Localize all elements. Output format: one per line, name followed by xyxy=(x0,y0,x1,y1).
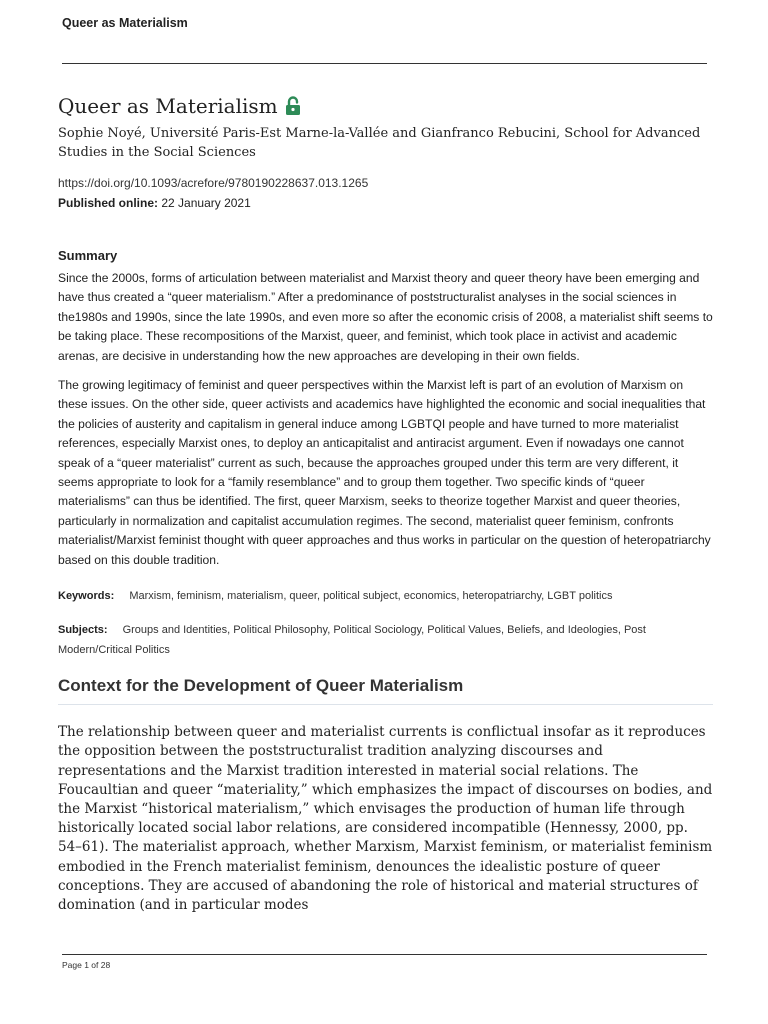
body-paragraph: The relationship between queer and materialist currents is conflictual insofar as it reproduces the opposition between the poststructuralist tradition analyzing discourses and representations and the Marxist tradition interested in material social relations. The Foucaultian and queer “materiality,” which emphasizes the impact of discourses on bodies, and the Marxist “historical materialism,” which envisages the production of human life through historically located social labor relations, are considered incompatible (Hennessy, 2000, pp. 54–61). The materialist approach, whether Marxism, Marxist feminism, or materialist feminism embodied in the French materialist feminism, denounces the idealistic posture of queer conceptions. They are accused of abandoning the role of historical and material structures of domination (and in particular modes xyxy=(58,724,713,913)
summary-paragraph: Since the 2000s, forms of articulation between materialist and Marxist theory and queer theory have been emerging and have thus created a “queer materialism.” After a predominance of poststructuralist analyses in the social sciences in the1980s and 1990s, since the late 1990s, and even more so after the economic crisis of 2008, a materialist shift seems to be taking place. These recompositions of the Marxist, queer, and feminist, which took place in activist and academic arenas, are decisive in understanding how the new approaches are developing in their own fields. xyxy=(58,271,713,363)
section-heading: Context for the Development of Queer Materialism xyxy=(58,676,713,705)
header-divider xyxy=(62,63,707,64)
subjects-label: Subjects: xyxy=(58,624,108,637)
subjects-row xyxy=(58,620,713,660)
subjects-list[interactable]: Groups and Identities, Political Philosophy, Political Sociology, Political Values, Beliefs, and Ideologies, Post Modern/Critical Politics xyxy=(58,624,646,657)
published-online xyxy=(58,196,713,210)
article-content xyxy=(58,94,713,915)
article-title: Queer as Materialism xyxy=(58,94,278,118)
page-number: Page 1 of 28 xyxy=(62,960,111,970)
published-date: 22 January 2021 xyxy=(161,196,251,210)
summary-paragraph: The growing legitimacy of feminist and queer perspectives within the Marxist left is part of an evolution of Marxism on these issues. On the other side, queer activists and academics have highlighted the economic and social inequalities that the policies of austerity and capitalism in general induce among LGBTQI people and have turned to more materialist references, especially Marxist ones, to deploy an anticapitalist and antiracist argument. Even if nowadays one cannot speak of a “queer materialist” current as such, because the approaches grouped under this term are very different, it seems appropriate to look for a “family resemblance” and to group them together. Two specific kinds of “queer materialisms” can thus be identified. The first, queer Marxism, seeks to theorize together Marxist and queer theories, particularly in normalization and capitalist accumulation regimes. The second, materialist queer feminism, confronts materialist/Marxist feminist thought with queer approaches and thus works in particular on the question of heteropatriarchy based on this double tradition. xyxy=(58,378,711,567)
running-head: Queer as Materialism xyxy=(62,16,188,30)
keywords-row xyxy=(58,586,713,606)
keywords-list[interactable]: Marxism, feminism, materialism, queer, political subject, economics, heteropatriarchy, LGBT politics xyxy=(129,590,613,603)
keywords-label: Keywords: xyxy=(58,590,115,603)
doi-link[interactable]: https://doi.org/10.1093/acrefore/9780190228637.013.1265 xyxy=(58,176,369,190)
summary-heading: Summary xyxy=(58,248,118,263)
published-label: Published online: xyxy=(58,196,159,210)
open-access-lock-icon xyxy=(285,96,301,116)
authors: Sophie Noyé, Université Paris-Est Marne-la-Vallée and Gianfranco Rebucini, School for Advanced Studies in the Social Sciences xyxy=(58,126,701,160)
article-title-row xyxy=(58,94,713,118)
footer-divider xyxy=(62,954,707,955)
